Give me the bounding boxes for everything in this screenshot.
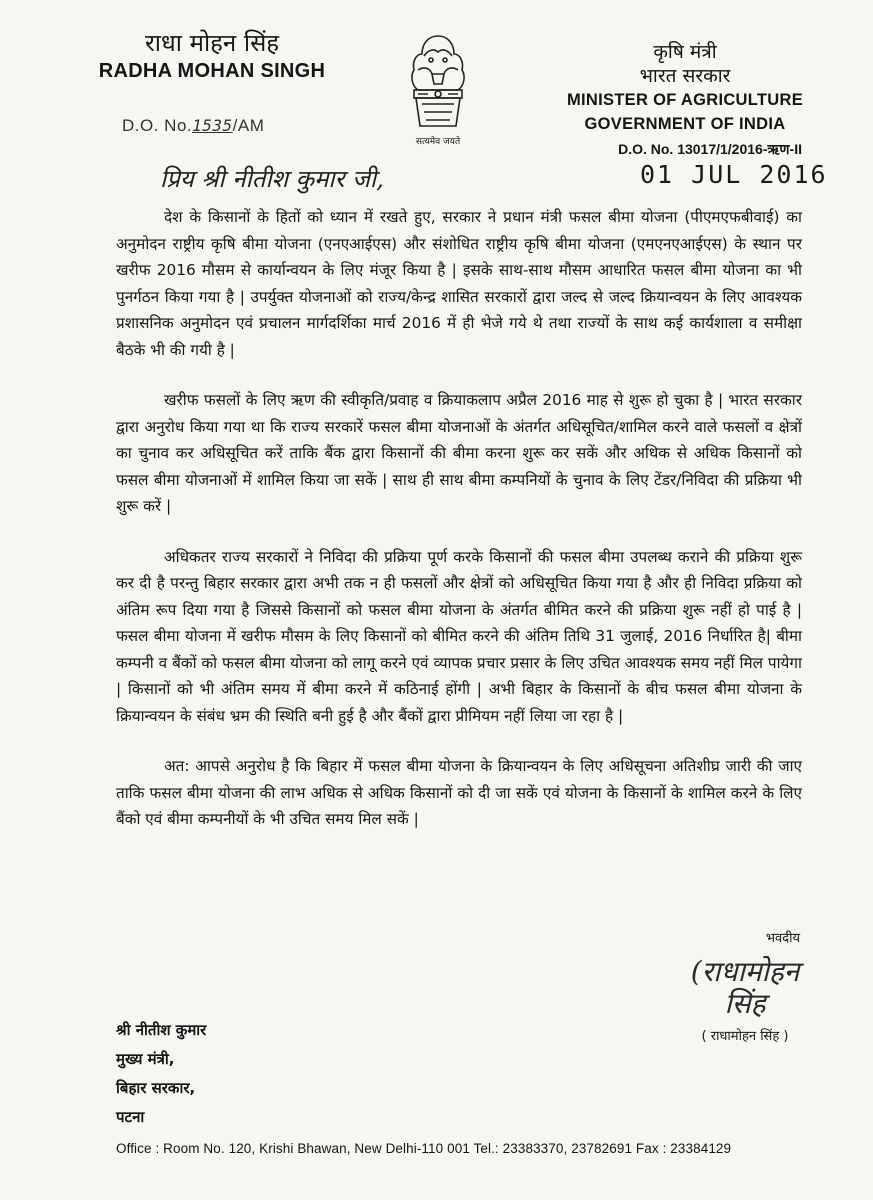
- addressee-block: [116, 1016, 206, 1132]
- paragraph-3: अधिकतर राज्य सरकारों ने निविदा की प्रक्रिया पूर्ण करके किसानों की फसल बीमा उपलब्ध कराने की प्रक्रिया शुरू कर दी है परन्तु बिहार सरकार द्वारा अभी तक न ही फसलों और क्षेत्रों को अधिसूचित किया गया है और ही निविदा प्रक्रिया को अंतिम रूप दिया गया है जिससे किसानों को फसल बीमा योजना के अंतर्गत बीमित करने की प्रक्रिया शुरू नहीं हो पाई है | फसल बीमा योजना में खरीफ मौसम के लिए किसानों को बीमित करने की अंतिम तिथि 31 जुलाई, 2016 निर्धारित है| बीमा कम्पनी व बैंकों को फसल बीमा योजना को लागू करने एवं व्यापक प्रचार प्रसार के लिए उचित आवश्यक समय नहीं मिल पायेगा | किसानों को भी अंतिम समय में बीमा करने में कठिनाई होंगी | अभी बिहार के किसानों के बीच फसल बीमा योजना के क्रियान्वयन के संबंध भ्रम की स्थिति बनी हुई है और बैंकों द्वारा प्रीमियम नहीं लिया जा रहा है |: [116, 547, 802, 725]
- addressee-government: बिहार सरकार,: [116, 1079, 196, 1097]
- paragraph-1: देश के किसानों के हितों को ध्यान में रखते हुए, सरकार ने प्रधान मंत्री फसल बीमा योजना (पीएमएफबीवाई) का अनुमोदन राष्ट्रीय कृषि बीमा योजना (एनएआईएस) और संशोधित राष्ट्रीय कृषि बीमा योजना (एमएनएआईएस) के स्थान पर खरीफ 2016 मौसम से कार्यान्वयन के लिए मंजूर किया है | इसके साथ-साथ मौसम आधारित फसल बीमा योजना का भी पुनर्गठन किया गया है | उपर्युक्त योजनाओं को राज्य/केन्द्र शासित सरकारों द्वारा जल्द से जल्द क्रियान्वयन के लिए आवश्यक प्रशासनिक अनुमोदन एवं प्रचालन मार्गदर्शिका मार्च 2016 में ही भेजे गये थे तथा राज्यों के साथ कई कार्यशाला व समीक्षा बैठके भी की गयी है |: [116, 208, 802, 359]
- paragraph-4: अत: आपसे अनुरोध है कि बिहार में फसल बीमा योजना के क्रियान्वयन के लिए अधिसूचना अतिशीघ्र जारी की जाए ताकि फसल बीमा योजना की लाभ अधिक से अधिक किसानों को दी जा सकें एवं योजना के किसानों के शामिल करने के लिए बैंको एवं बीमा कम्पनीयों के भी उचित समय मिल सकें |: [116, 757, 802, 828]
- do-handwritten-number: 1535: [192, 116, 233, 135]
- signer-name: ( राधामोहन सिंह ): [701, 1029, 789, 1044]
- emblem-motto: सत्यमेव जयते: [415, 137, 461, 147]
- government-hindi: भारत सरकार: [639, 65, 731, 87]
- paragraph-2: खरीफ फसलों के लिए ऋण की स्वीकृति/प्रवाह व क्रियाकलाप अप्रैल 2016 माह से शुरू हो चुका है | भारत सरकार द्वारा अनुरोध किया गया था कि राज्य सरकारें फसल बीमा योजनाओं के अंतर्गत अधिसूचित/शामिल करने वाले फसलों व क्षेत्रों का चुनाव कर अधिसूचित करें ताकि बैंक द्वारा किसानों की बीमा करना शुरू कर सकें और अधिक से अधिक किसानों को फसल बीमा योजनाओं में शामिल किया जा सकें | साथ ही साथ बीमा कम्पनियों के चुनाव के लिए टेंडर/निविदा की प्रक्रिया भी शुरू करें |: [116, 391, 802, 515]
- sender-name-english: RADHA MOHAN SINGH: [98, 60, 326, 82]
- lion-capital-icon: [398, 30, 478, 134]
- national-emblem: [398, 30, 478, 150]
- designation-english: MINISTER OF AGRICULTURE: [566, 91, 804, 109]
- designation-hindi: कृषि मंत्री: [653, 41, 717, 63]
- addressee-designation: मुख्य मंत्री,: [116, 1050, 175, 1068]
- letter-body: [116, 204, 802, 857]
- signature: (राधामोहन सिंह: [690, 955, 800, 1020]
- sender-name-hindi: राधा मोहन सिंह: [144, 29, 280, 57]
- do-number-left: [122, 116, 264, 136]
- addressee-city: पटना: [116, 1108, 145, 1126]
- date-stamp: 01 JUL 2016: [640, 160, 828, 189]
- yours-sincerely: भवदीय: [765, 931, 800, 946]
- do-suffix: /AM: [232, 116, 265, 135]
- do-prefix: D.O. No.: [122, 116, 193, 135]
- sender-name-block: [82, 28, 342, 84]
- designation-block: [560, 40, 810, 159]
- closing-block: [680, 928, 810, 1044]
- do-number-right: D.O. No. 13017/1/2016-ऋण-II: [618, 141, 802, 157]
- government-english: GOVERNMENT OF INDIA: [584, 115, 786, 133]
- office-address-footer: Office : Room No. 120, Krishi Bhawan, New Delhi-110 001 Tel.: 23383370, 23782691 Fax : 23384129: [116, 1141, 732, 1156]
- addressee-name: श्री नीतीश कुमार: [116, 1021, 207, 1039]
- handwritten-salutation: प्रिय श्री नीतीश कुमार जी,: [160, 165, 384, 193]
